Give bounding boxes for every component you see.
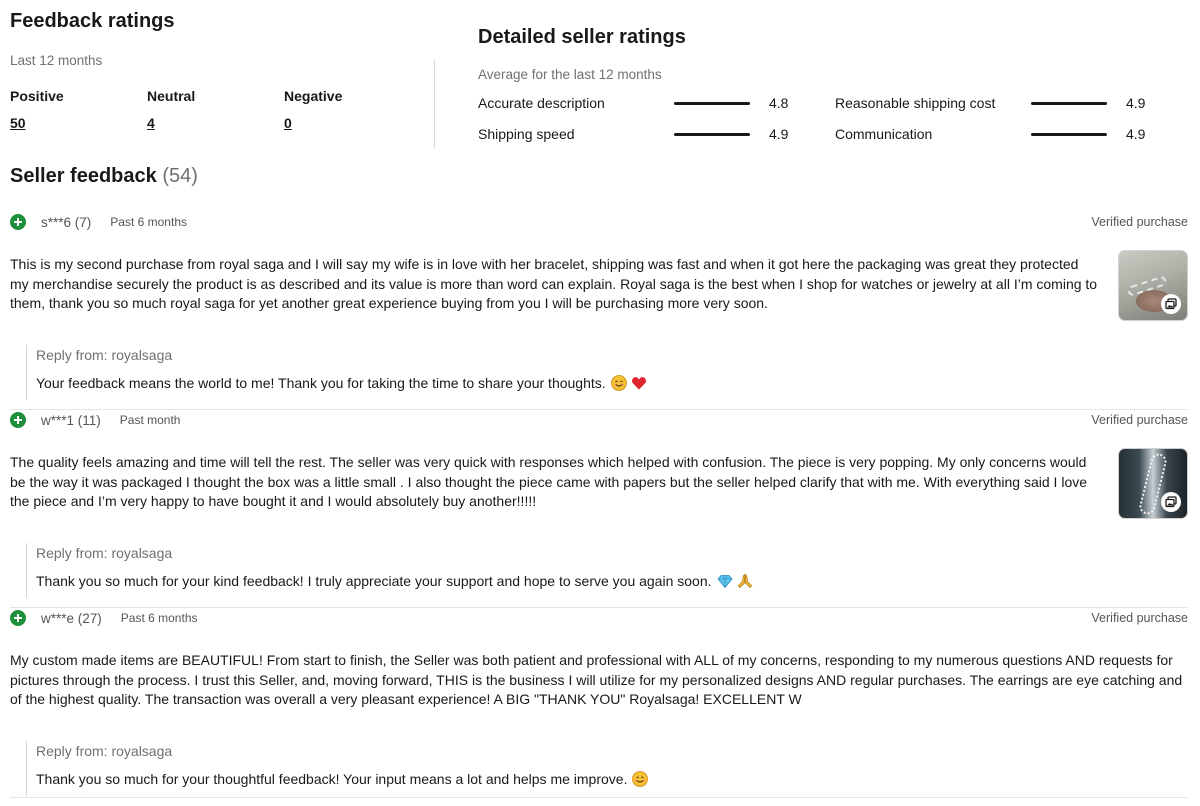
rating-shipping-speed: [478, 122, 798, 146]
reply-text: Thank you so much for your thoughtful feedback! Your input means a lot and helps me improve.: [36, 771, 628, 787]
reply-text: Your feedback means the world to me! Thank you for taking the time to share your thoughts.: [36, 375, 606, 391]
reply-from: Reply from: royalsaga: [36, 743, 173, 759]
seller-feedback-heading: Seller feedback: [10, 165, 157, 187]
feedback-text: The quality feels amazing and time will tell the rest. The seller was very quick with responses which helped with confusion. The piece is very popping. My only concerns would be the way it was packaged I thought the box was a little small . I also thought the piece came with papers but the seller helped clarify that with me. With everything said I love the piece and I’m very happy to have bought it and I would absolutely buy another!!!!!: [10, 454, 1088, 509]
verified-purchase-label: Verified purchase: [1091, 413, 1188, 427]
neutral-count-link[interactable]: 4: [147, 115, 155, 131]
bracelet-image: [1126, 275, 1167, 297]
rating-value: 4.8: [769, 95, 789, 111]
neutral-label: Neutral: [147, 88, 196, 104]
feedback-item: [10, 410, 1188, 608]
feedback-time: Past month: [119, 413, 181, 427]
rating-bar: [1031, 133, 1107, 136]
rating-value: 4.9: [769, 126, 789, 142]
positive-count-link[interactable]: 50: [10, 115, 26, 131]
photo-gallery-icon: [1161, 294, 1181, 314]
feedback-ratings-title: Feedback ratings: [10, 10, 175, 32]
seller-feedback-title: [10, 163, 198, 189]
seller-reply: [26, 741, 926, 796]
feedback-divider: [10, 797, 1188, 798]
feedback-text: This is my second purchase from royal saga and I will say my wife is in love with her bracelet, shipping was fast and when it got here the packaging was great they protected my merchandise securely the product is as described and its value is more than word can explain. Royal saga is the best when I shop for watches or jewelry at all I’m coming to them, thank you so much royal saga for yet another great experience buying from you I will be purchasing more very soon.: [10, 256, 1098, 311]
feedback-text: My custom made items are BEAUTIFUL! From start to finish, the Seller was both patient and professional with ALL of my concerns, responding to my numerous questions AND requests for pictures through the process. I trust this Seller, and, moving forward, THIS is the business I will utilize for my personalized designs AND regular purchases. The earrings are eye catching and of the highest quality. The transaction was overall a very pleasant experience! A BIG "THANK YOU" Royalsaga! EXCELLENT W: [10, 652, 1183, 707]
detailed-ratings-grid: [478, 89, 1178, 159]
positive-plus-icon: [10, 610, 26, 626]
rating-value: 4.9: [1126, 95, 1146, 111]
positive-count: [10, 88, 147, 133]
feedback-user: w***e (27): [41, 610, 102, 626]
feedback-ratings-panel: [10, 8, 430, 133]
reply-text: Thank you so much for your kind feedback! I truly appreciate your support and hope to serve you again soon.: [36, 573, 712, 589]
feedback-header: [10, 410, 1188, 430]
feedback-time: Past 6 months: [110, 215, 187, 229]
feedback-user: w***1 (11): [41, 412, 101, 428]
seller-reply: [26, 543, 926, 598]
rating-label: Reasonable shipping cost: [835, 95, 996, 111]
folded-hands-icon: [737, 573, 753, 589]
verified-purchase-label: Verified purchase: [1091, 215, 1188, 229]
negative-label: Negative: [284, 88, 343, 104]
feedback-ratings-period: Last 12 months: [10, 53, 103, 68]
rating-label: Communication: [835, 126, 933, 142]
feedback-header: [10, 608, 1188, 628]
negative-count-link[interactable]: 0: [284, 115, 292, 131]
feedback-header: [10, 212, 1188, 232]
feedback-photo-thumbnail[interactable]: [1118, 448, 1188, 519]
rating-bar: [674, 133, 750, 136]
seller-feedback-count: (54): [162, 165, 198, 187]
rating-label: Shipping speed: [478, 126, 575, 142]
rating-accurate-description: [478, 91, 798, 115]
reply-text-row: [36, 572, 926, 590]
positive-plus-icon: [10, 412, 26, 428]
rating-label: Accurate description: [478, 95, 605, 111]
rating-value: 4.9: [1126, 126, 1146, 142]
neutral-count: [147, 88, 284, 133]
ratings-section: [0, 0, 1200, 160]
negative-count: [284, 88, 421, 133]
feedback-photo-thumbnail[interactable]: [1118, 250, 1188, 321]
smiling-face-icon: [611, 375, 627, 391]
rating-reasonable-shipping-cost: [835, 91, 1155, 115]
detailed-ratings-period: Average for the last 12 months: [478, 67, 662, 82]
feedback-item: [10, 212, 1188, 410]
smiling-face-icon: [632, 771, 648, 787]
photo-gallery-icon: [1161, 492, 1181, 512]
positive-label: Positive: [10, 88, 64, 104]
rating-bar: [1031, 102, 1107, 105]
reply-from: Reply from: royalsaga: [36, 347, 173, 363]
gem-icon: [717, 573, 733, 589]
section-divider: [434, 60, 435, 148]
rating-counts: [10, 88, 430, 133]
red-heart-icon: [631, 375, 647, 391]
verified-purchase-label: Verified purchase: [1091, 611, 1188, 625]
feedback-time: Past 6 months: [120, 611, 198, 625]
rating-bar: [674, 102, 750, 105]
feedback-item: [10, 608, 1188, 806]
reply-text-row: [36, 770, 926, 788]
seller-reply: [26, 345, 926, 400]
detailed-ratings-title: Detailed seller ratings: [478, 26, 686, 48]
reply-text-row: [36, 374, 926, 392]
reply-from: Reply from: royalsaga: [36, 545, 173, 561]
positive-plus-icon: [10, 214, 26, 230]
detailed-ratings-panel: [478, 24, 1178, 159]
feedback-user: s***6 (7): [41, 214, 92, 230]
rating-communication: [835, 122, 1155, 146]
